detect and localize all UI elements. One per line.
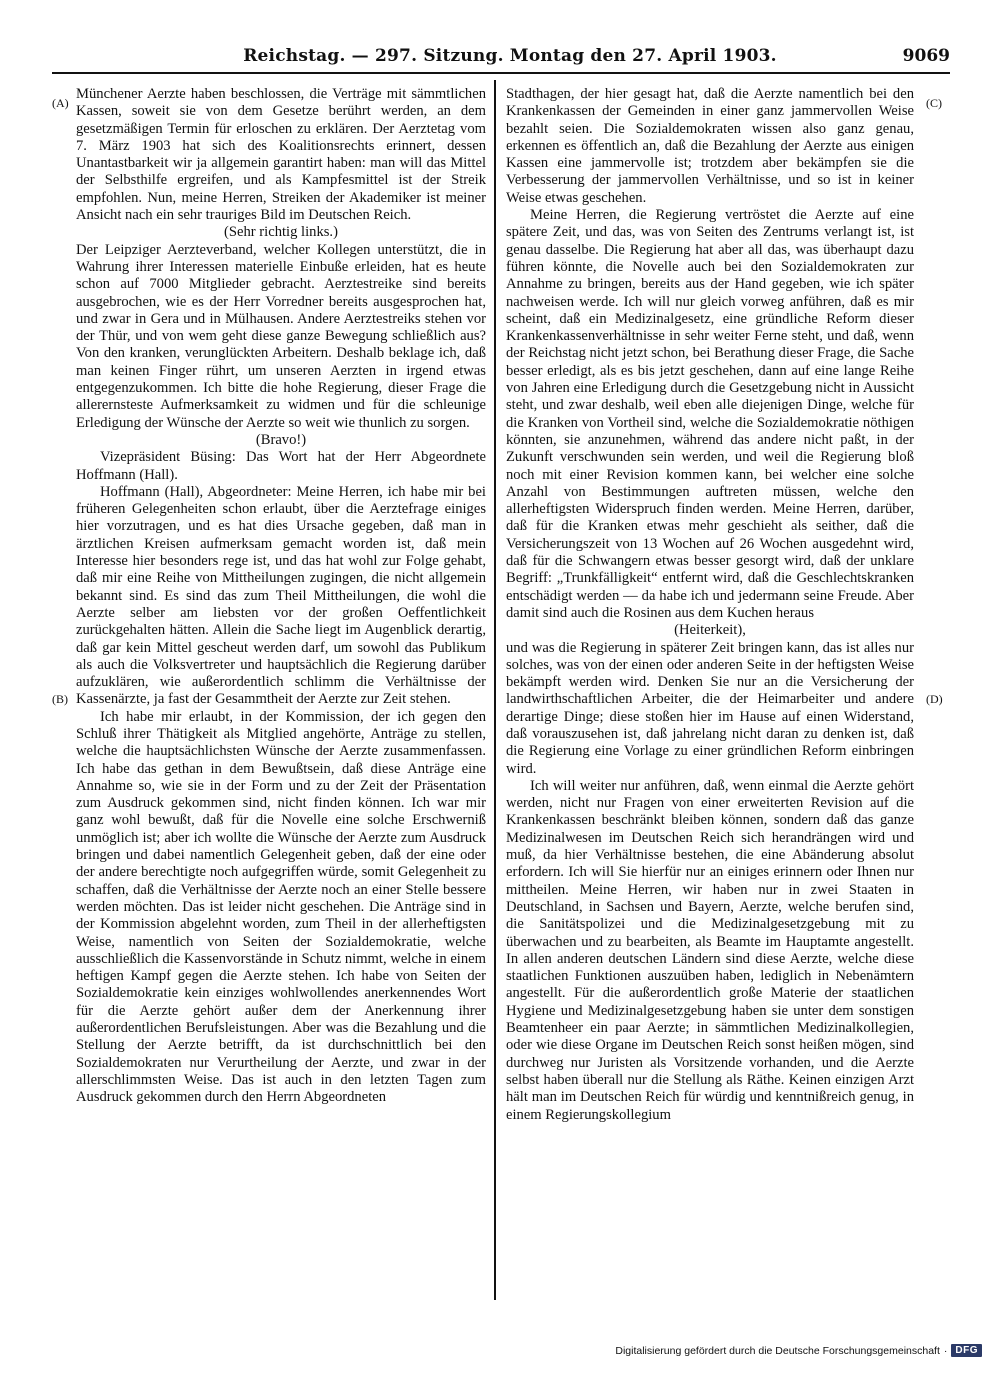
paragraph: Hoffmann (Hall), Abgeordneter: Meine Herren, ich habe mir bei früheren Gelegenheiten schon erlaubt, über die Aerztefrage einiges hier vorzutragen, und es hat dies Ursache gegeben, daß man in ärztlichen Kreisen aufmerksam gemacht worden ist, daß mein Interesse hier besonders rege ist, und das hat wohl zur Folge gehabt, daß mir eine Reihe von Mittheilungen zugingen, die nicht allgemein bekannt sind. Es sind das zum Theil Mittheilungen, die wohl die Aerzte selber am liebsten vor der großen Oeffentlichkeit zurückgehalten hätten. Allein die Sache liegt im Augenblick derartig, daß gar kein Mittel gescheut werden darf, um sowohl das Publikum als auch die Volksvertreter und hauptsächlich die Regierung darüber aufzuklären, wie außerordentlich schlimm die Verhältnisse der Kassenärzte, ja fast der Gesammtheit der Aerzte zur Zeit stehen.: [76, 483, 486, 708]
dfg-logo-icon: DFG: [951, 1344, 982, 1357]
page-number: 9069: [902, 46, 950, 66]
paragraph: Ich will weiter nur anführen, daß, wenn einmal die Aerzte gehört werden, nicht nur Fragen von einer erweiterten Revision auf die Krankenkassen beschränkt bleiben können, sondern daß das ganze Medizinalwesen im Deutschen Reich sich herandrängen wird und muß, da hier Verhältnisse bestehen, die eine Abänderung absolut erfordern. Ich will Sie hierfür nur an einiges erinnern oder Ihnen nur mittheilen. Meine Herren, wir haben nur in zwei Staaten in Deutschland, in Sachsen und Bayern, Aerzte, welche berufen sind, die Sanitätspolizei und die Medizinalgesetzgebung mit zu überwachen und zu bearbeiten, als Beamte im Hauptamte angestellt. In allen anderen deutschen Ländern sind diese Aerzte, welche diese staatlichen Funktionen auszuüben haben, lediglich in Nebenämtern angestellt. Für die außerordentlich große Materie der staatlichen Hygiene und Medizinalgesetzgebung haben sie unter dem sonstigen Beamtenheer ein paar Aerzte; in sämmtlichen Medizinalkollegien, oder wie diese Organe im Deutschen Reich sonst heißen mögen, sind durchweg nur Juristen als Vorsitzende vorhanden, und die Aerzte selbst haben überall nur die Stellung als Räthe. Keinen einzigen Arzt hält man im Deutschen Reich für würdig und kenntnißreich genug, in einem Regierungskollegium: [506, 777, 914, 1123]
speaker-announcement: Vizepräsident Büsing: Das Wort hat der Herr Abgeordnete Hoffmann (Hall).: [76, 449, 486, 483]
paragraph: Meine Herren, die Regierung vertröstet die Aerzte auf eine spätere Zeit, und das, was von Seiten des Zentrums verlangt ist, ist genau dasselbe. Die Regierung hat aber all das, was überhaupt dazu führen könnte, die Novelle auch bei den Sozialdemokraten zur Annahme zu bringen, bereits aus der Hand gegeben, wie ich später nachweisen werde. Ich will nur gleich vorweg anführen, daß es mir scheint, daß ein Medizinalgesetz, eine gründliche Reform dieser Krankenkassenverhältnisse in sehr weiter Ferne steht, und daß, wenn der Reichstag nicht jetzt schon, bei Berathung dieser Frage, die Sache besser erledigt, als es bis jetzt geschehen, dann auf eine lange Reihe von Jahren eine Erledigung durch die Gesetzgebung nicht in Aussicht steht, und zwar deshalb, weil eben alle diejenigen Dinge, welche für die Kranken von Vortheil sind, welche die Sozialdemokratie nöthigen könnten, sie anzunehmen, während das andere nicht paßt, in der Zukunft verschwunden sein werden, und weil die Regierung bloß noch mit einer Revision kommen kann, bei welcher eine solche Anzahl von Bestimmungen auftreten müssen, welche den allerheftigsten Widerspruch finden werden. Meine Herren, darüber, daß für die Kranken etwas mehr geschieht als seither, daß die Versicherungszeit von 13 Wochen auf 26 Wochen ausgedehnt wird, daß für die Schwangern etwas besser gesorgt wird, daß der unklare Begriff: „Trunkfälligkeit“ entfernt wird, daß die Geschlechtskranken entschädigt werden — da habe ich und jedermann seine Freude. Aber damit sind auch die Rosinen aus dem Kuchen heraus: [506, 207, 914, 621]
footer-credit: Digitalisierung gefördert durch die Deutsche Forschungsgemeinschaft · DFG: [615, 1344, 982, 1357]
paragraph: Der Leipziger Aerzteverband, welcher Kollegen unterstützt, die in Wahrung ihrer Interessen materielle Einbuße erleiden, hat es heute schon auf 7000 Mitglieder gebracht. Aerztestreike sind bereits ausgebrochen, wie es der Herr Vorredner bereits ausgesprochen hat, und zwar in Gera und in Mülhausen. Andere Aerztestreiks stehen vor der Thür, und von wem geht diese ganze Bewegung schließlich aus? Von den kranken, verunglückten Arbeitern. Deshalb beklage ich, daß man keinen Finger rührt, um unseren Aerzten in irgend etwas entgegenzukommen. Ich bitte die hohe Regierung, dieser Frage die allerernsteste Aufmerksamkeit zu widmen und für die schleunige Erledigung der Wünsche der Aerzte so weit wie thunlich zu sorgen.: [76, 241, 486, 431]
header-rule: [52, 72, 950, 74]
interjection: (Sehr richtig links.): [224, 224, 338, 241]
paragraph: Stadthagen, der hier gesagt hat, daß die Aerzte namentlich bei den Krankenkassen der Gemeinden in einer ganz jammervollen Weise bezahlt seien. Die Sozialdemokraten wissen also ganz genau, erkennen es öffentlich an, daß die Bezahlung der Aerzte aus einigen Kassen eine jammervolle ist; trotzdem aber bekämpfen sie die Verbesserung der jammervollen Verhältnisse, und so ist in keiner Weise etwas geschehen.: [506, 86, 914, 206]
paragraph: und was die Regierung in späterer Zeit bringen kann, das ist alles nur solches, was von der einen oder anderen Seite in der heftigsten Weise bekämpft werden wird. Denken Sie nur an die Versicherung der landwirthschaftlichen Arbeiter, die der Heimarbeiter und andere derartige Dinge; diese stoßen hier im Hause auf einen Widerstand, daß vorauszusehen ist, daß jahrelang nicht daran zu denken ist, daß die Regierung eine Vorlage zu einer gründlichen Reform einbringen wird.: [506, 639, 914, 777]
margin-marker-c: (C): [926, 96, 942, 110]
paragraph: Ich habe mir erlaubt, in der Kommission, der ich gegen den Schluß ihrer Thätigkeit als Mitglied angehörte, Anträge zu stellen, welche die hauptsächlichsten Wünsche der Aerzte zusammenfassen. Ich habe das gethan in dem Bewußtsein, daß diese Anträge eine Annahme so, wie sie in der Form und zu der Zeit der Präsentation zum Ausdruck gekommen sind, nicht finden können. Ich war mir ganz wohl bewußt, daß für die Novelle eine solche Erschwerniß unmöglich ist; aber ich wollte die Wünsche der Aerzte zum Ausdruck bringen und dabei namentlich Gelegenheit geben, daß der eine oder der andere berechtigte noch aufgegriffen würde, somit Gelegenheit zu schaffen, daß die Verhältnisse der Aerzte noch an einer Stelle bessere werden möchten. Das ist leider nicht geschehen. Die Anträge sind in der Kommission abgelehnt worden, zum Theil in der allerheftigsten Weise, namentlich von Seiten der Sozialdemokratie, welche ausschließlich die Kassenvorstände in Schutz nimmt, welche in einem heftigen Kampf gegen die Aerzte stehen. Ich habe von Seiten der Sozialdemokratie kein einziges wohlwollendes anerkennendes Wort für die Aerzte gehört außer dem der Anerkennung ihrer außerordentlichen Berufsleistungen. Aber was die Bezahlung und die Stellung der Aerzte betrifft, da ist durchschnittlich bei den Sozialdemokraten nur Verurtheilung der Aerzte, und zwar in der allerschlimmsten Weise. Das ist auch in den letzten Tagen zum Ausdruck gekommen durch den Herrn Abgeordneten: [76, 708, 486, 1106]
margin-marker-b: (B): [52, 692, 68, 706]
right-column: [506, 86, 914, 1124]
column-divider: [494, 80, 496, 1300]
margin-marker-d: (D): [926, 692, 943, 706]
paragraph: Münchener Aerzte haben beschlossen, die Verträge mit sämmtlichen Kassen, soweit sie von dem Gesetze berührt werden, an dem gesetzmäßigen Termin für erloschen zu erklären. Der Aerztetag vom 7. März 1903 hat sich des Koalitionsrechts erinnert, dessen Unantastbarkeit wir ja allgemein garantirt haben: man will das Mittel der Selbsthilfe ergreifen, und als Kampfesmittel ist der Streik empfohlen. Nun, meine Herren, Streiken der Akademiker ist meiner Ansicht nach ein sehr trauriges Bild im Deutschen Reich.: [76, 86, 486, 224]
interjection: (Heiterkeit),: [674, 622, 746, 639]
interjection: (Bravo!): [255, 431, 307, 448]
margin-marker-a: (A): [52, 96, 69, 110]
left-column: [76, 86, 486, 1107]
footer-text: Digitalisierung gefördert durch die Deutsche Forschungsgemeinschaft: [615, 1344, 940, 1357]
page-header: [70, 46, 950, 72]
running-title: Reichstag. — 297. Sitzung. Montag den 27. April 1903.: [243, 46, 777, 66]
